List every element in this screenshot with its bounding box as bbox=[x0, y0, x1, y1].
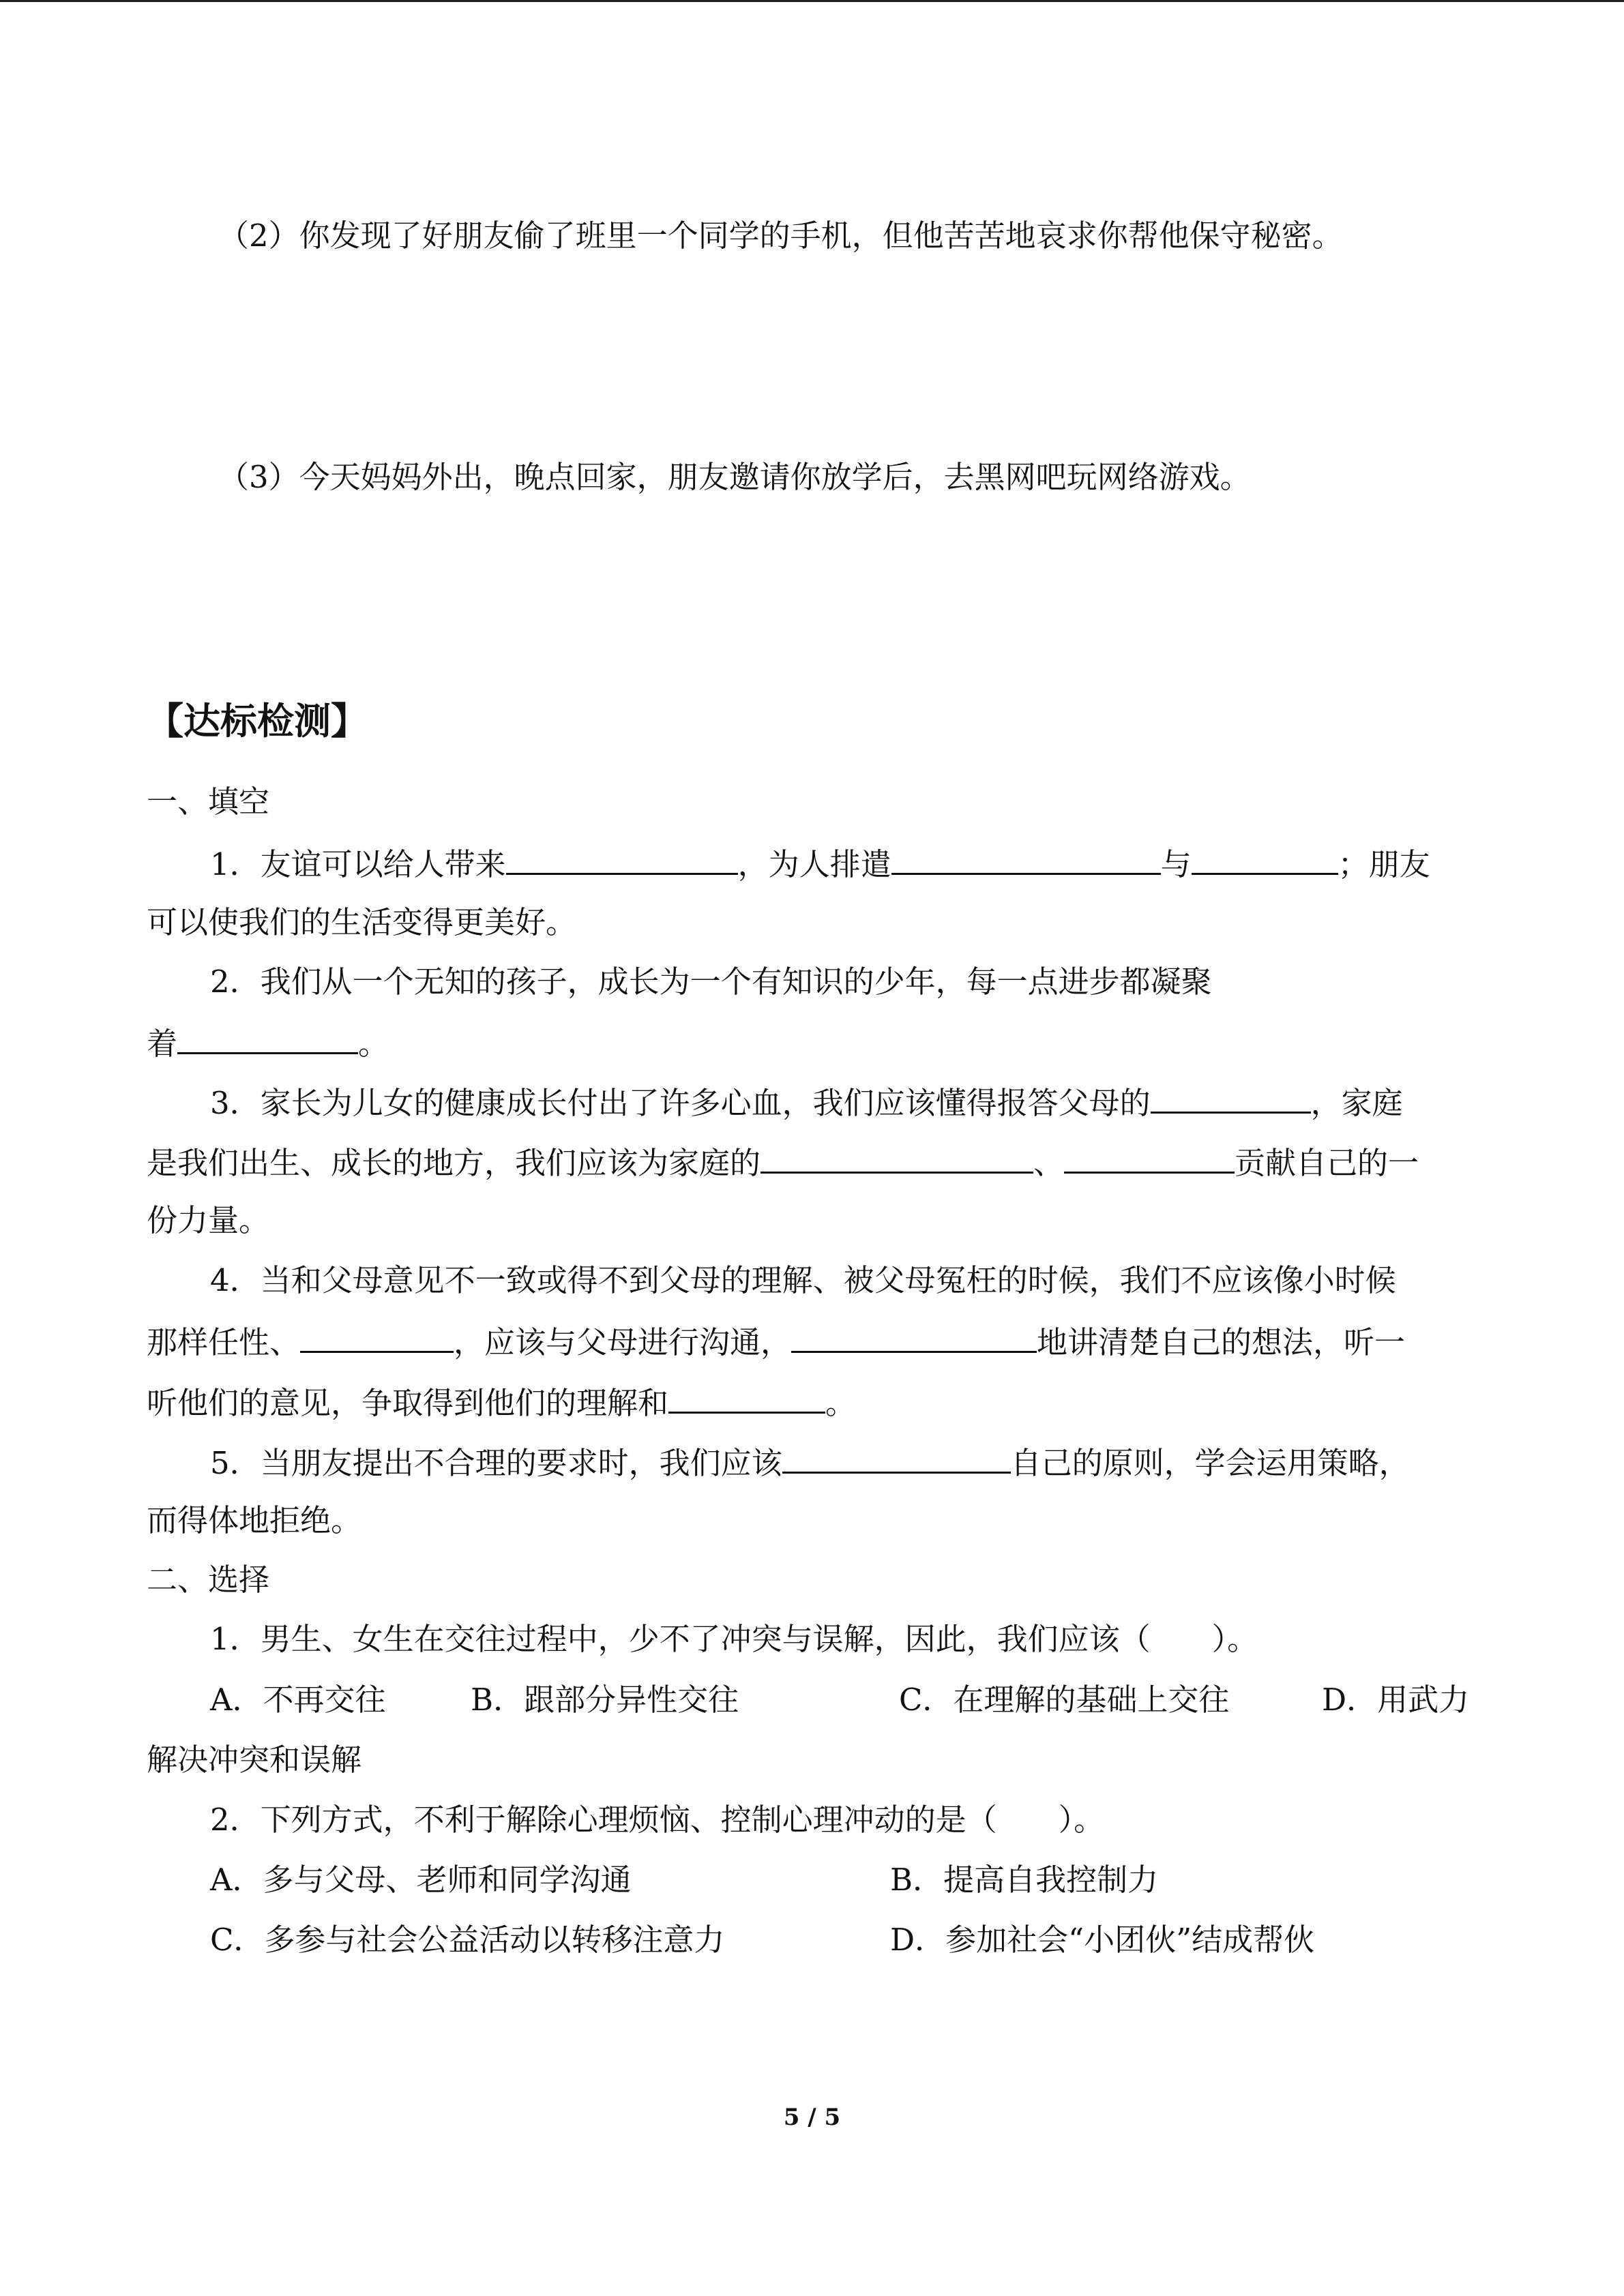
fill-q3-text-c: 是我们出生、成长的地方，我们应该为家庭的 bbox=[147, 1145, 761, 1181]
fill-q3-blank-3[interactable] bbox=[1064, 1140, 1235, 1174]
fill-q4-line2 bbox=[147, 1320, 1477, 1363]
choice-q2-options-row2 bbox=[0, 1920, 1624, 1960]
fill-q2-text-b: 着 bbox=[147, 1026, 178, 1062]
fill-q3-text-d: 、 bbox=[1033, 1145, 1065, 1181]
fill-q3-line2 bbox=[147, 1140, 1477, 1184]
fill-q4-blank-1[interactable] bbox=[300, 1320, 454, 1353]
fill-q1-text-c: 与 bbox=[1160, 846, 1192, 882]
fill-q3-text-a: 3．家长为儿女的健康成长付出了许多心血，我们应该懂得报答父母的 bbox=[210, 1085, 1151, 1121]
fill-q2-line1: 2．我们从一个无知的孩子，成长为一个有知识的少年，每一点进步都凝聚 bbox=[210, 964, 1212, 1000]
fill-q1-blank-2[interactable] bbox=[891, 841, 1161, 875]
choice-q1-options bbox=[0, 1680, 1624, 1720]
choice-q1-stem: 1．男生、女生在交往过程中，少不了冲突与误解，因此，我们应该（ ）。 bbox=[210, 1621, 1258, 1657]
fill-q2-line2 bbox=[147, 1021, 1477, 1064]
fill-q1-text-a: 1．友谊可以给人带来 bbox=[210, 846, 506, 882]
fill-heading: 一、填空 bbox=[147, 784, 270, 820]
fill-q4-text-d: 地讲清楚自己的想法，听一 bbox=[1037, 1324, 1406, 1360]
fill-q1-line1 bbox=[210, 841, 1540, 885]
fill-q1-text-b: ，为人排遣 bbox=[737, 846, 891, 882]
fill-q5-line2: 而得体地拒绝。 bbox=[147, 1502, 362, 1538]
choice-q2-option-a[interactable]: A．多与父母、老师和同学沟通 bbox=[210, 1862, 632, 1898]
choice-q2-options-row1 bbox=[0, 1860, 1624, 1900]
choice-heading: 二、选择 bbox=[147, 1562, 270, 1598]
fill-q1-blank-1[interactable] bbox=[506, 841, 738, 875]
fill-q4-text-b: 那样任性、 bbox=[147, 1324, 301, 1360]
scenario-item-3: （3）今天妈妈外出，晚点回家，朋友邀请你放学后，去黑网吧玩网络游戏。 bbox=[218, 459, 1251, 495]
fill-q3-text-e: 贡献自己的一 bbox=[1235, 1145, 1419, 1181]
fill-q4-blank-2[interactable] bbox=[791, 1320, 1037, 1353]
choice-q2-option-b[interactable]: B．提高自我控制力 bbox=[890, 1862, 1159, 1898]
fill-q2-blank-1[interactable] bbox=[177, 1021, 358, 1054]
scenario-item-2: （2）你发现了好朋友偷了班里一个同学的手机，但他苦苦地哀求你帮他保守秘密。 bbox=[218, 218, 1343, 254]
fill-q3-blank-2[interactable] bbox=[761, 1140, 1033, 1174]
fill-q4-text-f: 。 bbox=[825, 1385, 857, 1421]
fill-q3-text-b: ，家庭 bbox=[1310, 1085, 1403, 1121]
fill-q2-text-c: 。 bbox=[358, 1026, 389, 1062]
choice-q2-option-d[interactable]: D．参加社会“小团伙”结成帮伙 bbox=[890, 1922, 1315, 1958]
choice-q1-option-d[interactable]: D．用武力 bbox=[1322, 1682, 1470, 1718]
fill-q5-text-a: 5．当朋友提出不合理的要求时，我们应该 bbox=[210, 1445, 782, 1481]
fill-q4-line3 bbox=[147, 1380, 1477, 1424]
fill-q4-text-e: 听他们的意见，争取得到他们的理解和 bbox=[147, 1385, 669, 1421]
section-title: 【达标检测】 bbox=[147, 699, 368, 743]
choice-q2-stem: 2．下列方式，不利于解除心理烦恼、控制心理冲动的是（ ）。 bbox=[210, 1802, 1105, 1838]
fill-q5-text-b: 自己的原则，学会运用策略， bbox=[1010, 1445, 1410, 1481]
page-top-border bbox=[0, 0, 1624, 2]
choice-q2-option-c[interactable]: C．多参与社会公益活动以转移注意力 bbox=[210, 1922, 725, 1958]
fill-q4-blank-3[interactable] bbox=[668, 1380, 825, 1414]
choice-q1-option-c[interactable]: C．在理解的基础上交往 bbox=[899, 1682, 1230, 1718]
fill-q5-line1 bbox=[210, 1440, 1540, 1484]
fill-q3-line3: 份力量。 bbox=[147, 1202, 270, 1238]
choice-q1-option-d-cont: 解决冲突和误解 bbox=[147, 1742, 362, 1778]
fill-q4-line1: 4．当和父母意见不一致或得不到父母的理解、被父母冤枉的时候，我们不应该像小时候 bbox=[210, 1262, 1396, 1298]
fill-q3-line1 bbox=[210, 1080, 1540, 1124]
fill-q1-blank-3[interactable] bbox=[1192, 841, 1338, 875]
fill-q1-line2: 可以使我们的生活变得更美好。 bbox=[147, 904, 577, 940]
fill-q3-blank-1[interactable] bbox=[1151, 1080, 1311, 1114]
fill-q5-blank-1[interactable] bbox=[782, 1440, 1011, 1474]
page-number: 5 / 5 bbox=[783, 2104, 841, 2131]
choice-q1-option-a[interactable]: A．不再交往 bbox=[210, 1682, 386, 1718]
fill-q1-text-d: ；朋友 bbox=[1338, 846, 1430, 882]
choice-q1-option-b[interactable]: B．跟部分异性交往 bbox=[471, 1682, 739, 1718]
fill-q4-text-c: ，应该与父母进行沟通， bbox=[454, 1324, 792, 1360]
